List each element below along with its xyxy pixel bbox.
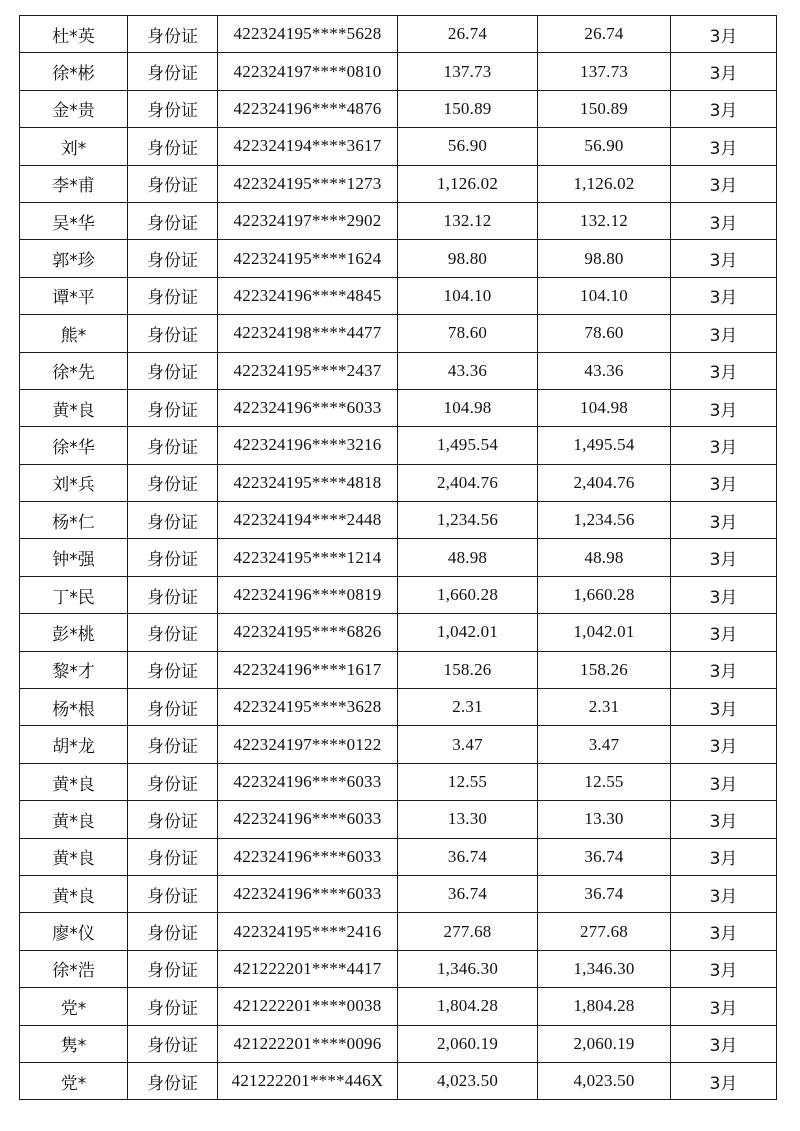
amount-cell: 4,023.50 — [398, 1062, 538, 1099]
amount-cell: 12.55 — [398, 763, 538, 800]
amount-cell: 1,495.54 — [398, 427, 538, 464]
name-cell: 彭*桃 — [20, 614, 128, 651]
name-cell: 郭*珍 — [20, 240, 128, 277]
table-row — [20, 1025, 777, 1062]
amount-cell: 56.90 — [398, 128, 538, 165]
id-number-cell: 422324195****6826 — [218, 614, 398, 651]
name-cell: 谭*平 — [20, 277, 128, 314]
id-number-cell: 422324195****1624 — [218, 240, 398, 277]
amount-cell: 158.26 — [398, 651, 538, 688]
table-row — [20, 689, 777, 726]
paid-amount-cell: 2,404.76 — [538, 464, 671, 501]
id-type-cell: 身份证 — [128, 726, 218, 763]
id-type-cell: 身份证 — [128, 90, 218, 127]
table-row — [20, 90, 777, 127]
paid-amount-cell: 3.47 — [538, 726, 671, 763]
name-cell: 吴*华 — [20, 202, 128, 239]
table-row — [20, 53, 777, 90]
amount-cell: 13.30 — [398, 801, 538, 838]
table-row — [20, 838, 777, 875]
paid-amount-cell: 1,126.02 — [538, 165, 671, 202]
month-cell: 3月 — [671, 464, 777, 501]
id-type-cell: 身份证 — [128, 614, 218, 651]
paid-amount-cell: 150.89 — [538, 90, 671, 127]
id-number-cell: 422324196****6033 — [218, 763, 398, 800]
table-row — [20, 427, 777, 464]
id-number-cell: 421222201****0096 — [218, 1025, 398, 1062]
month-cell: 3月 — [671, 352, 777, 389]
id-type-cell: 身份证 — [128, 165, 218, 202]
id-number-cell: 422324195****4818 — [218, 464, 398, 501]
id-type-cell: 身份证 — [128, 16, 218, 53]
id-type-cell: 身份证 — [128, 1062, 218, 1099]
amount-cell: 36.74 — [398, 875, 538, 912]
table-row — [20, 240, 777, 277]
name-cell: 黄*良 — [20, 875, 128, 912]
name-cell: 徐*彬 — [20, 53, 128, 90]
table-row — [20, 389, 777, 426]
paid-amount-cell: 1,495.54 — [538, 427, 671, 464]
name-cell: 熊* — [20, 315, 128, 352]
month-cell: 3月 — [671, 614, 777, 651]
id-number-cell: 422324196****1617 — [218, 651, 398, 688]
table-row — [20, 202, 777, 239]
id-type-cell: 身份证 — [128, 576, 218, 613]
paid-amount-cell: 2,060.19 — [538, 1025, 671, 1062]
id-type-cell: 身份证 — [128, 352, 218, 389]
name-cell: 徐*华 — [20, 427, 128, 464]
name-cell: 丁*民 — [20, 576, 128, 613]
table-body — [20, 16, 777, 1100]
name-cell: 徐*浩 — [20, 950, 128, 987]
name-cell: 徐*先 — [20, 352, 128, 389]
id-number-cell: 422324196****6033 — [218, 838, 398, 875]
paid-amount-cell: 277.68 — [538, 913, 671, 950]
month-cell: 3月 — [671, 90, 777, 127]
name-cell: 钟*强 — [20, 539, 128, 576]
amount-cell: 48.98 — [398, 539, 538, 576]
name-cell: 黄*良 — [20, 801, 128, 838]
id-type-cell: 身份证 — [128, 838, 218, 875]
paid-amount-cell: 48.98 — [538, 539, 671, 576]
amount-cell: 1,346.30 — [398, 950, 538, 987]
paid-amount-cell: 12.55 — [538, 763, 671, 800]
amount-cell: 277.68 — [398, 913, 538, 950]
table-row — [20, 763, 777, 800]
id-number-cell: 422324195****3628 — [218, 689, 398, 726]
name-cell: 党* — [20, 988, 128, 1025]
table-row — [20, 801, 777, 838]
id-type-cell: 身份证 — [128, 651, 218, 688]
amount-cell: 104.98 — [398, 389, 538, 426]
id-type-cell: 身份证 — [128, 801, 218, 838]
name-cell: 廖*仪 — [20, 913, 128, 950]
paid-amount-cell: 56.90 — [538, 128, 671, 165]
id-type-cell: 身份证 — [128, 427, 218, 464]
name-cell: 刘*兵 — [20, 464, 128, 501]
name-cell: 黄*良 — [20, 763, 128, 800]
paid-amount-cell: 26.74 — [538, 16, 671, 53]
id-number-cell: 422324198****4477 — [218, 315, 398, 352]
table-row — [20, 277, 777, 314]
month-cell: 3月 — [671, 240, 777, 277]
id-number-cell: 422324196****6033 — [218, 389, 398, 426]
id-number-cell: 422324195****2437 — [218, 352, 398, 389]
amount-cell: 2.31 — [398, 689, 538, 726]
month-cell: 3月 — [671, 1062, 777, 1099]
month-cell: 3月 — [671, 950, 777, 987]
table-row — [20, 352, 777, 389]
name-cell: 隽* — [20, 1025, 128, 1062]
name-cell: 金*贵 — [20, 90, 128, 127]
amount-cell: 2,404.76 — [398, 464, 538, 501]
month-cell: 3月 — [671, 128, 777, 165]
paid-amount-cell: 104.98 — [538, 389, 671, 426]
month-cell: 3月 — [671, 913, 777, 950]
subsidy-table — [19, 15, 777, 1100]
paid-amount-cell: 13.30 — [538, 801, 671, 838]
id-type-cell: 身份证 — [128, 763, 218, 800]
table-row — [20, 726, 777, 763]
month-cell: 3月 — [671, 838, 777, 875]
table-row — [20, 875, 777, 912]
month-cell: 3月 — [671, 763, 777, 800]
amount-cell: 43.36 — [398, 352, 538, 389]
month-cell: 3月 — [671, 165, 777, 202]
month-cell: 3月 — [671, 726, 777, 763]
paid-amount-cell: 43.36 — [538, 352, 671, 389]
amount-cell: 1,804.28 — [398, 988, 538, 1025]
month-cell: 3月 — [671, 651, 777, 688]
id-number-cell: 421222201****4417 — [218, 950, 398, 987]
table-row — [20, 464, 777, 501]
id-number-cell: 422324195****5628 — [218, 16, 398, 53]
month-cell: 3月 — [671, 53, 777, 90]
paid-amount-cell: 36.74 — [538, 875, 671, 912]
amount-cell: 132.12 — [398, 202, 538, 239]
name-cell: 黄*良 — [20, 838, 128, 875]
id-number-cell: 422324196****4876 — [218, 90, 398, 127]
id-number-cell: 422324196****4845 — [218, 277, 398, 314]
paid-amount-cell: 1,660.28 — [538, 576, 671, 613]
id-number-cell: 422324197****0122 — [218, 726, 398, 763]
month-cell: 3月 — [671, 502, 777, 539]
name-cell: 黄*良 — [20, 389, 128, 426]
month-cell: 3月 — [671, 16, 777, 53]
month-cell: 3月 — [671, 539, 777, 576]
table-row — [20, 950, 777, 987]
table-row — [20, 539, 777, 576]
id-number-cell: 422324197****0810 — [218, 53, 398, 90]
id-number-cell: 422324196****6033 — [218, 801, 398, 838]
amount-cell: 1,126.02 — [398, 165, 538, 202]
amount-cell: 104.10 — [398, 277, 538, 314]
month-cell: 3月 — [671, 988, 777, 1025]
id-type-cell: 身份证 — [128, 240, 218, 277]
id-number-cell: 422324194****2448 — [218, 502, 398, 539]
month-cell: 3月 — [671, 202, 777, 239]
paid-amount-cell: 1,804.28 — [538, 988, 671, 1025]
amount-cell: 36.74 — [398, 838, 538, 875]
amount-cell: 98.80 — [398, 240, 538, 277]
name-cell: 胡*龙 — [20, 726, 128, 763]
paid-amount-cell: 137.73 — [538, 53, 671, 90]
paid-amount-cell: 132.12 — [538, 202, 671, 239]
table-row — [20, 502, 777, 539]
table-row — [20, 576, 777, 613]
name-cell: 刘* — [20, 128, 128, 165]
amount-cell: 78.60 — [398, 315, 538, 352]
id-type-cell: 身份证 — [128, 202, 218, 239]
table-row — [20, 1062, 777, 1099]
paid-amount-cell: 1,234.56 — [538, 502, 671, 539]
paid-amount-cell: 2.31 — [538, 689, 671, 726]
amount-cell: 3.47 — [398, 726, 538, 763]
id-number-cell: 422324196****0819 — [218, 576, 398, 613]
id-number-cell: 422324195****2416 — [218, 913, 398, 950]
table-row — [20, 651, 777, 688]
month-cell: 3月 — [671, 277, 777, 314]
table-row — [20, 913, 777, 950]
paid-amount-cell: 36.74 — [538, 838, 671, 875]
id-type-cell: 身份证 — [128, 53, 218, 90]
id-type-cell: 身份证 — [128, 875, 218, 912]
id-number-cell: 421222201****0038 — [218, 988, 398, 1025]
paid-amount-cell: 1,346.30 — [538, 950, 671, 987]
table-row — [20, 988, 777, 1025]
table-row — [20, 165, 777, 202]
id-number-cell: 422324195****1214 — [218, 539, 398, 576]
month-cell: 3月 — [671, 576, 777, 613]
amount-cell: 137.73 — [398, 53, 538, 90]
id-type-cell: 身份证 — [128, 988, 218, 1025]
name-cell: 李*甫 — [20, 165, 128, 202]
id-type-cell: 身份证 — [128, 689, 218, 726]
table-row — [20, 16, 777, 53]
name-cell: 杜*英 — [20, 16, 128, 53]
month-cell: 3月 — [671, 801, 777, 838]
id-number-cell: 422324194****3617 — [218, 128, 398, 165]
month-cell: 3月 — [671, 389, 777, 426]
id-number-cell: 421222201****446X — [218, 1062, 398, 1099]
amount-cell: 1,042.01 — [398, 614, 538, 651]
paid-amount-cell: 78.60 — [538, 315, 671, 352]
paid-amount-cell: 158.26 — [538, 651, 671, 688]
table-row — [20, 315, 777, 352]
id-number-cell: 422324196****6033 — [218, 875, 398, 912]
id-type-cell: 身份证 — [128, 464, 218, 501]
id-number-cell: 422324196****3216 — [218, 427, 398, 464]
amount-cell: 1,660.28 — [398, 576, 538, 613]
paid-amount-cell: 104.10 — [538, 277, 671, 314]
paid-amount-cell: 1,042.01 — [538, 614, 671, 651]
paid-amount-cell: 98.80 — [538, 240, 671, 277]
month-cell: 3月 — [671, 315, 777, 352]
id-type-cell: 身份证 — [128, 539, 218, 576]
month-cell: 3月 — [671, 875, 777, 912]
table-row — [20, 128, 777, 165]
id-number-cell: 422324195****1273 — [218, 165, 398, 202]
table-row — [20, 614, 777, 651]
amount-cell: 2,060.19 — [398, 1025, 538, 1062]
id-type-cell: 身份证 — [128, 389, 218, 426]
amount-cell: 1,234.56 — [398, 502, 538, 539]
id-type-cell: 身份证 — [128, 1025, 218, 1062]
month-cell: 3月 — [671, 427, 777, 464]
name-cell: 杨*仁 — [20, 502, 128, 539]
name-cell: 党* — [20, 1062, 128, 1099]
amount-cell: 26.74 — [398, 16, 538, 53]
id-type-cell: 身份证 — [128, 128, 218, 165]
id-type-cell: 身份证 — [128, 315, 218, 352]
id-type-cell: 身份证 — [128, 950, 218, 987]
month-cell: 3月 — [671, 1025, 777, 1062]
name-cell: 黎*才 — [20, 651, 128, 688]
id-type-cell: 身份证 — [128, 277, 218, 314]
amount-cell: 150.89 — [398, 90, 538, 127]
name-cell: 杨*根 — [20, 689, 128, 726]
month-cell: 3月 — [671, 689, 777, 726]
id-number-cell: 422324197****2902 — [218, 202, 398, 239]
id-type-cell: 身份证 — [128, 913, 218, 950]
id-type-cell: 身份证 — [128, 502, 218, 539]
paid-amount-cell: 4,023.50 — [538, 1062, 671, 1099]
